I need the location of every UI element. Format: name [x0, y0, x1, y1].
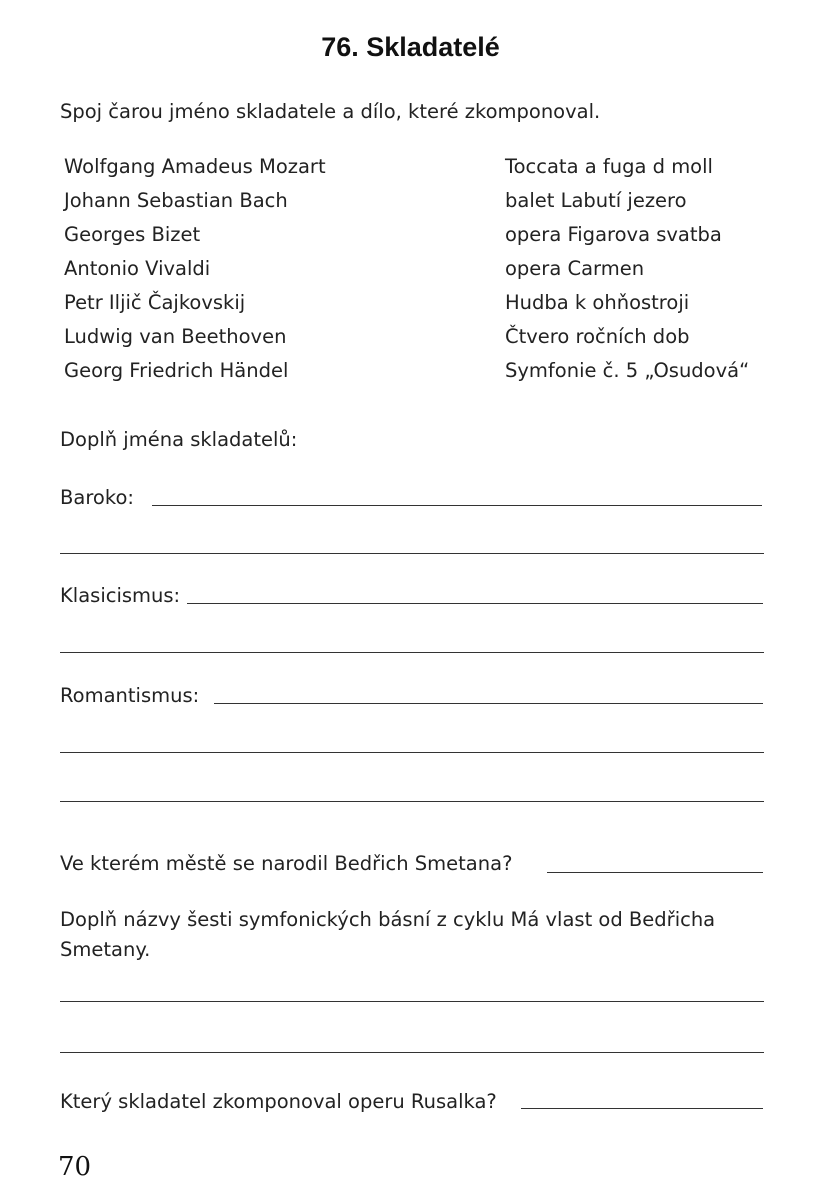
fill-composers-instruction: Doplň jména skladatelů:	[60, 428, 298, 451]
romantismus-label: Romantismus:	[60, 684, 200, 707]
work-title: opera Figarova svatba	[505, 223, 722, 246]
baroko-answer-line[interactable]	[152, 505, 762, 506]
romantismus-answer-line-3[interactable]	[60, 801, 764, 802]
ma-vlast-instruction-line2: Smetany.	[60, 938, 151, 961]
klasicismus-answer-line[interactable]	[187, 603, 763, 604]
work-title: balet Labutí jezero	[505, 189, 687, 212]
composer-name: Johann Sebastian Bach	[64, 189, 288, 212]
composer-list	[64, 153, 326, 391]
romantismus-answer-line-2[interactable]	[60, 752, 764, 753]
baroko-answer-line-2[interactable]	[60, 553, 764, 554]
composer-name: Georg Friedrich Händel	[64, 359, 289, 382]
composer-name: Petr Iljič Čajkovskij	[64, 291, 246, 314]
page-title: 76. Skladatelé	[321, 32, 500, 62]
work-title: Čtvero ročních dob	[505, 325, 690, 348]
klasicismus-answer-line-2[interactable]	[60, 652, 764, 653]
composer-name: Antonio Vivaldi	[64, 257, 211, 280]
work-title: Hudba k ohňostroji	[505, 291, 690, 314]
work-title: Toccata a fuga d moll	[505, 155, 713, 178]
work-title: Symfonie č. 5 „Osudová“	[505, 359, 750, 382]
rusalka-answer-line[interactable]	[521, 1108, 763, 1109]
works-list	[505, 153, 749, 391]
composer-name: Wolfgang Amadeus Mozart	[64, 155, 326, 178]
matching-instruction: Spoj čarou jméno skladatele a dílo, které zkomponoval.	[60, 100, 601, 123]
composer-name: Ludwig van Beethoven	[64, 325, 287, 348]
smetana-birthplace-question: Ve kterém městě se narodil Bedřich Smetana?	[60, 852, 513, 875]
ma-vlast-answer-line-2[interactable]	[60, 1052, 764, 1053]
composer-name: Georges Bizet	[64, 223, 201, 246]
klasicismus-label: Klasicismus:	[60, 584, 181, 607]
page-number: 70	[58, 1152, 92, 1182]
romantismus-answer-line[interactable]	[214, 703, 763, 704]
work-title: opera Carmen	[505, 257, 645, 280]
rusalka-question: Který skladatel zkomponoval operu Rusalka?	[60, 1090, 497, 1113]
birthplace-answer-line[interactable]	[547, 872, 763, 873]
ma-vlast-answer-line-1[interactable]	[60, 1001, 764, 1002]
baroko-label: Baroko:	[60, 486, 134, 509]
ma-vlast-instruction-line1: Doplň názvy šesti symfonických básní z cyklu Má vlast od Bedřicha	[60, 908, 716, 931]
